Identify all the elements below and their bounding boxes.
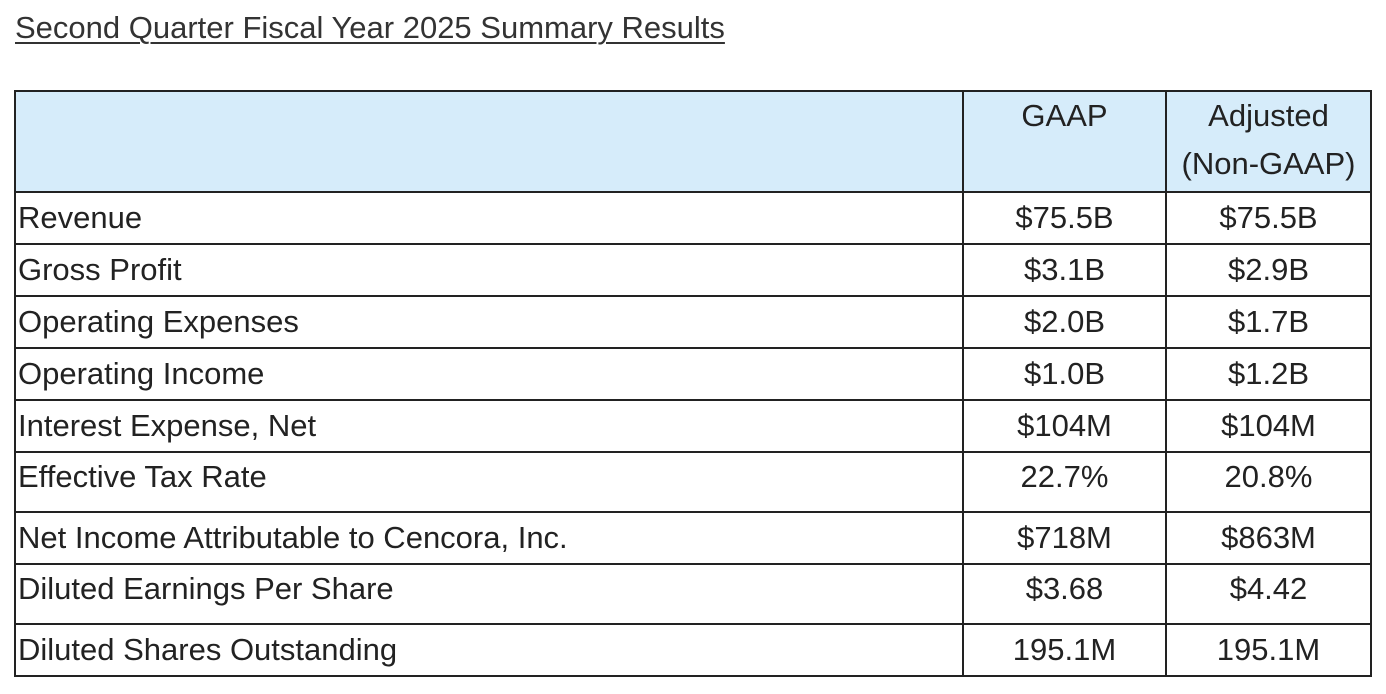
gaap-value: $75.5B: [963, 192, 1166, 244]
adjusted-value: 20.8%: [1166, 452, 1371, 512]
adjusted-value: $863M: [1166, 512, 1371, 564]
gaap-value: $104M: [963, 400, 1166, 452]
gaap-value: $2.0B: [963, 296, 1166, 348]
header-label-cell: [15, 91, 963, 192]
row-label: Operating Expenses: [15, 296, 963, 348]
gaap-value: $3.68: [963, 564, 1166, 624]
adjusted-value: 195.1M: [1166, 624, 1371, 676]
row-label: Diluted Earnings Per Share: [15, 564, 963, 624]
table-header-row: [15, 91, 1371, 192]
header-adjusted: [1166, 91, 1371, 192]
row-label: Diluted Shares Outstanding: [15, 624, 963, 676]
page-title: Second Quarter Fiscal Year 2025 Summary Results: [15, 10, 725, 45]
table-row: [15, 192, 1371, 244]
gaap-value: $3.1B: [963, 244, 1166, 296]
gaap-value: $1.0B: [963, 348, 1166, 400]
adjusted-value: $2.9B: [1166, 244, 1371, 296]
table-row: [15, 296, 1371, 348]
table-row: [15, 400, 1371, 452]
table-row: [15, 452, 1371, 512]
row-label: Operating Income: [15, 348, 963, 400]
row-label: Revenue: [15, 192, 963, 244]
adjusted-value: $1.7B: [1166, 296, 1371, 348]
adjusted-value: $4.42: [1166, 564, 1371, 624]
row-label: Gross Profit: [15, 244, 963, 296]
adjusted-value: $75.5B: [1166, 192, 1371, 244]
row-label: Net Income Attributable to Cencora, Inc.: [15, 512, 963, 564]
gaap-value: 195.1M: [963, 624, 1166, 676]
summary-results-table: [14, 90, 1372, 677]
table-row: [15, 564, 1371, 624]
header-gaap: GAAP: [963, 91, 1166, 192]
row-label: Effective Tax Rate: [15, 452, 963, 512]
adjusted-value: $1.2B: [1166, 348, 1371, 400]
table-row: [15, 512, 1371, 564]
table-row: [15, 244, 1371, 296]
adjusted-value: $104M: [1166, 400, 1371, 452]
table-row: [15, 348, 1371, 400]
header-adjusted-label: Adjusted (Non-GAAP): [1181, 98, 1356, 181]
row-label: Interest Expense, Net: [15, 400, 963, 452]
gaap-value: 22.7%: [963, 452, 1166, 512]
gaap-value: $718M: [963, 512, 1166, 564]
table-row: [15, 624, 1371, 676]
